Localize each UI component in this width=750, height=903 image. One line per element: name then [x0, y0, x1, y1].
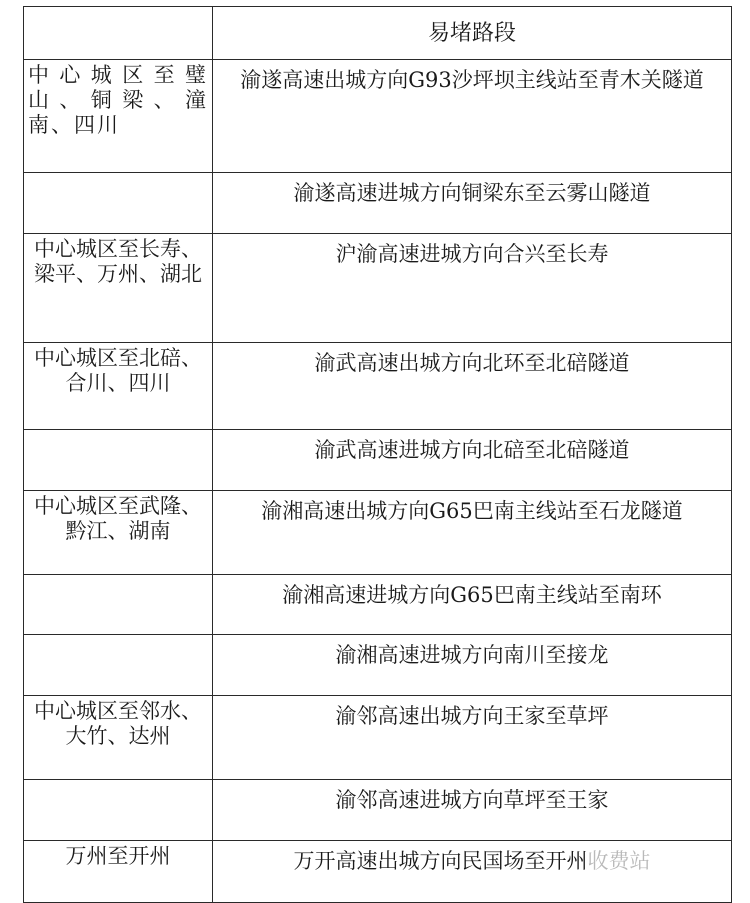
header-congested-sections: 易堵路段 [213, 7, 732, 60]
route-area-cell: 中心城区至武隆、黔江、湖南 [24, 491, 213, 575]
route-area-cell: 中心城区至长寿、梁平、万州、湖北 [24, 234, 213, 343]
congested-section-cell: 渝湘高速进城方向南川至接龙 [213, 635, 732, 696]
table-row [24, 491, 732, 575]
table-row [24, 430, 732, 491]
route-area-cell: 中心城区至北碚、合川、四川 [24, 343, 213, 430]
route-area-cell: 中心城区至璧山、铜梁、潼南、四川 [24, 60, 213, 173]
table-row [24, 780, 732, 841]
congested-section-cell: 渝邻高速出城方向王家至草坪 [213, 696, 732, 780]
table-row [24, 696, 732, 780]
route-area-cell [24, 635, 213, 696]
table-row [24, 343, 732, 430]
table-row [24, 60, 732, 173]
table-row [24, 841, 732, 903]
congested-section-cell: 渝武高速进城方向北碚至北碚隧道 [213, 430, 732, 491]
congested-section-cell: 渝遂高速出城方向G93沙坪坝主线站至青木关隧道 [213, 60, 732, 173]
route-area-cell [24, 575, 213, 635]
table-row [24, 635, 732, 696]
route-area-cell: 万州至开州 [24, 841, 213, 903]
congested-section-text: 万开高速出城方向民国场至开州 [293, 849, 588, 873]
route-area-cell: 中心城区至邻水、大竹、达州 [24, 696, 213, 780]
empty-header-cell [24, 7, 213, 60]
table-header-row [24, 7, 732, 60]
congested-section-cell: 渝邻高速进城方向草坪至王家 [213, 780, 732, 841]
congested-section-cell: 渝湘高速出城方向G65巴南主线站至石龙隧道 [213, 491, 732, 575]
congestion-table [23, 6, 732, 903]
table-row [24, 575, 732, 635]
route-area-cell [24, 173, 213, 234]
route-area-cell [24, 780, 213, 841]
congested-section-cell [213, 841, 732, 903]
watermarked-section-text: 收费站 [587, 849, 651, 873]
table-row [24, 234, 732, 343]
table-row [24, 173, 732, 234]
congested-section-cell: 渝武高速出城方向北环至北碚隧道 [213, 343, 732, 430]
congested-section-cell: 渝遂高速进城方向铜梁东至云雾山隧道 [213, 173, 732, 234]
route-area-cell [24, 430, 213, 491]
congested-section-cell: 渝湘高速进城方向G65巴南主线站至南环 [213, 575, 732, 635]
congested-section-cell: 沪渝高速进城方向合兴至长寿 [213, 234, 732, 343]
